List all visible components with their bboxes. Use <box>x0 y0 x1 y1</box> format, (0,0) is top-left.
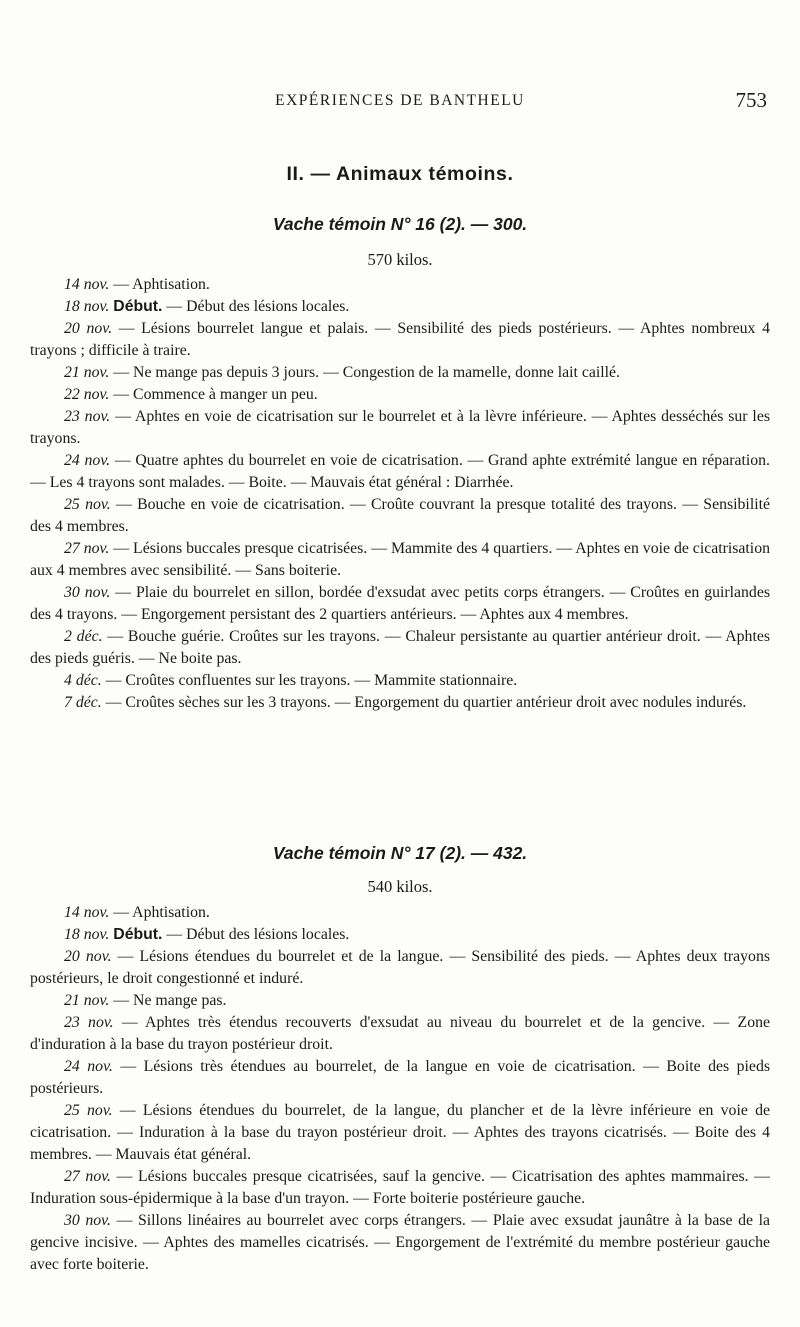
log-entry <box>30 538 770 582</box>
log-entry <box>30 450 770 494</box>
entry-text: — Lésions buccales presque cicatrisées, sauf la gencive. — Cicatrisation des aphtes mammaires. — Induration sous-épidermique à la base d'un trayon. — Forte boiterie postérieure gauche. <box>30 1168 770 1207</box>
section-title-vache-16: Vache témoin N° 16 (2). — 300. <box>272 214 528 234</box>
log-entry <box>30 1166 770 1210</box>
entry-date: 24 nov. <box>64 1058 113 1075</box>
log-entry <box>30 1012 770 1056</box>
part-heading: II. — Animaux témoins. <box>286 163 514 185</box>
entry-text: — Croûtes sèches sur les 3 trayons. — Engorgement du quartier antérieur droit avec nodules indurés. <box>101 694 747 711</box>
entry-date: 14 nov. <box>64 904 110 921</box>
log-entry <box>30 902 770 924</box>
log-entry <box>30 946 770 990</box>
entry-text: — Lésions étendues du bourrelet, de la langue, du plancher et de la lèvre inférieure en voie de cicatrisation. — Induration à la base du trayon postérieur droit. — Aphtes des trayons cicatrisés. — Boite des 4 membres. — Mauvais état général. <box>30 1102 770 1163</box>
entry-text: — Croûtes confluentes sur les trayons. — Mammite stationnaire. <box>101 672 518 689</box>
entry-date: 27 nov. <box>64 1168 111 1185</box>
entry-text: — Lésions buccales presque cicatrisées. — Mammite des 4 quartiers. — Aphtes en voie de cicatrisation aux 4 membres avec sensibilité. — Sans boiterie. <box>30 540 770 579</box>
log-entry <box>30 494 770 538</box>
entry-date: 14 nov. <box>64 276 110 293</box>
entry-text: — Ne mange pas. <box>109 992 227 1009</box>
log-entry <box>30 670 770 692</box>
log-entry <box>30 924 770 946</box>
log-entry <box>30 274 770 296</box>
entry-text: — Lésions bourrelet langue et palais. — Sensibilité des pieds postérieurs. — Aphtes nombreux 4 trayons ; difficile à traire. <box>30 320 770 359</box>
entry-date: 23 nov. <box>64 408 111 425</box>
entry-text: — Lésions très étendues au bourrelet, de la langue en voie de cicatrisation. — Boite des pieds postérieurs. <box>30 1058 770 1097</box>
entry-date: 24 nov. <box>64 452 111 469</box>
entry-date: 20 nov. <box>64 320 113 337</box>
section-title-vache-17: Vache témoin N° 17 (2). — 432. <box>272 843 528 863</box>
entry-date: 27 nov. <box>64 540 110 557</box>
log-entry <box>30 406 770 450</box>
entry-date: 25 nov. <box>64 1102 113 1119</box>
entry-list-vache-16 <box>30 274 770 714</box>
log-entry <box>30 384 770 406</box>
entry-list-vache-17 <box>30 902 770 1276</box>
entry-date: 18 nov. <box>64 298 110 315</box>
entry-date: 21 nov. <box>64 992 110 1009</box>
running-head <box>0 88 800 114</box>
page-number: 753 <box>735 88 767 112</box>
log-entry <box>30 626 770 670</box>
entry-text: — Aphtes en voie de cicatrisation sur le bourrelet et à la lèvre inférieure. — Aphtes desséchés sur les trayons. <box>30 408 770 447</box>
log-entry <box>30 318 770 362</box>
entry-text: — Aphtes très étendus recouverts d'exsudat au niveau du bourrelet et de la gencive. — Zone d'induration à la base du trayon postérieur droit. <box>30 1014 770 1053</box>
entry-text: — Bouche guérie. Croûtes sur les trayons. — Chaleur persistante au quartier antérieur droit. — Aphtes des pieds guéris. — Ne boite pas. <box>30 628 770 667</box>
entry-label: Début. <box>113 298 163 315</box>
entry-date: 7 déc. <box>64 694 102 711</box>
entry-date: 30 nov. <box>64 584 111 601</box>
log-entry <box>30 1100 770 1166</box>
section-weight-vache-16: 570 kilos. <box>367 250 433 269</box>
entry-date: 25 nov. <box>64 496 111 513</box>
log-entry <box>30 296 770 318</box>
section-weight-vache-17: 540 kilos. <box>367 877 433 896</box>
entry-text: — Commence à manger un peu. <box>109 386 318 403</box>
entry-label: Début. <box>113 926 163 943</box>
entry-date: 20 nov. <box>64 948 112 965</box>
entry-text: — Ne mange pas depuis 3 jours. — Congestion de la mamelle, donne lait caillé. <box>109 364 620 381</box>
entry-date: 4 déc. <box>64 672 102 689</box>
entry-text: — Plaie du bourrelet en sillon, bordée d'exsudat avec petits corps étrangers. — Croûtes en guirlandes des 4 trayons. — Engorgement persistant des 2 quartiers antérieurs. — Aphtes aux 4 membres. <box>30 584 770 623</box>
log-entry <box>30 582 770 626</box>
entry-date: 22 nov. <box>64 386 110 403</box>
entry-text: — Bouche en voie de cicatrisation. — Croûte couvrant la presque totalité des trayons. — Sensibilité des 4 membres. <box>30 496 770 535</box>
log-entry <box>30 990 770 1012</box>
entry-text: — Lésions étendues du bourrelet et de la langue. — Sensibilité des pieds. — Aphtes deux trayons postérieurs, le droit congestionné et induré. <box>30 948 770 987</box>
entry-date: 2 déc. <box>64 628 103 645</box>
entry-date: 18 nov. <box>64 926 110 943</box>
entry-text: — Aphtisation. <box>109 904 210 921</box>
log-entry <box>30 692 770 714</box>
log-entry <box>30 362 770 384</box>
entry-date: 21 nov. <box>64 364 110 381</box>
entry-text: — Début des lésions locales. <box>162 298 350 315</box>
log-entry <box>30 1056 770 1100</box>
entry-date: 23 nov. <box>64 1014 114 1031</box>
log-entry <box>30 1210 770 1276</box>
entry-text: — Sillons linéaires au bourrelet avec corps étrangers. — Plaie avec exsudat jaunâtre à la base de la gencive incisive. — Aphtes des mamelles cicatrisés. — Engorgement de l'extrémité du membre postérieur gauche avec forte boiterie. <box>30 1212 770 1273</box>
entry-text: — Aphtisation. <box>109 276 210 293</box>
entry-date: 30 nov. <box>64 1212 111 1229</box>
entry-text: — Début des lésions locales. <box>162 926 350 943</box>
entry-text: — Quatre aphtes du bourrelet en voie de cicatrisation. — Grand aphte extrémité langue en réparation. — Les 4 trayons sont malades. — Boite. — Mauvais état général : Diarrhée. <box>30 452 770 491</box>
running-title: EXPÉRIENCES DE BANTHELU <box>275 92 525 109</box>
